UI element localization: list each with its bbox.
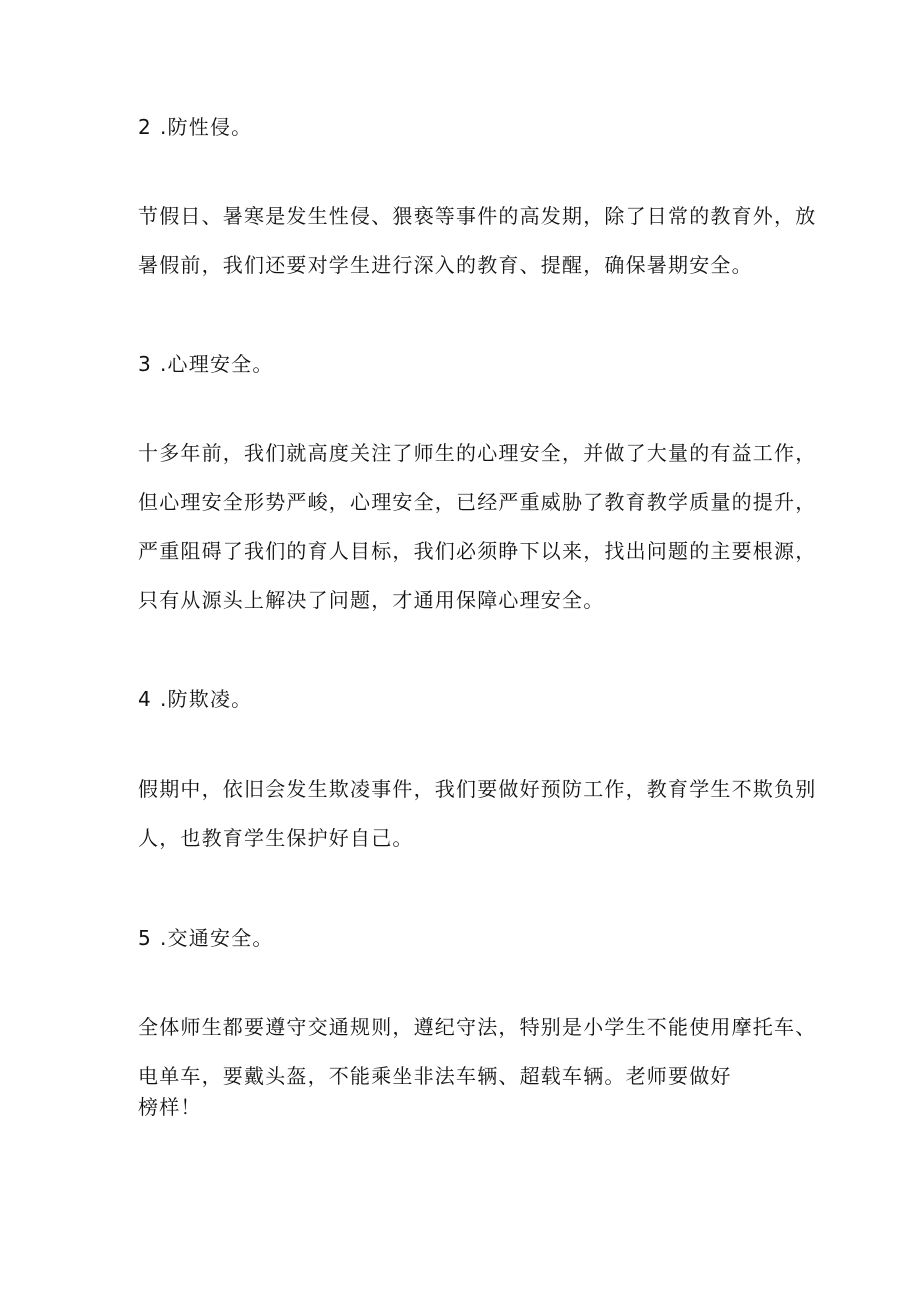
paragraph-line: 暑假前，我们还要对学生进行深入的教育、提醒，确保暑期安全。 (138, 253, 753, 277)
section-heading-3 (138, 352, 274, 376)
section-title: .防欺凌。 (160, 687, 253, 711)
section-number: 5 (138, 926, 151, 950)
paragraph-line: 全体师生都要遵守交通规则，遵纪守法，特别是小学生不能使用摩托车、 (138, 1015, 817, 1039)
paragraph-line: 节假日、暑寒是发生性侵、猥亵等事件的高发期，除了日常的教育外，放 (138, 204, 817, 228)
paragraph-line: 假期中，依旧会发生欺凌事件，我们要做好预防工作，教育学生不欺负别 (138, 777, 817, 801)
paragraph-line: 严重阻碍了我们的育人目标，我们必须睁下以来，找出问题的主要根源， (138, 539, 817, 563)
paragraph-line: 电单车，要戴头盔，不能乘坐非法车辆、超载车辆。老师要做好 (138, 1064, 732, 1088)
section-number: 3 (138, 352, 151, 376)
section-title: .心理安全。 (160, 352, 274, 376)
section-number: 4 (138, 687, 151, 711)
section-number: 2 (138, 115, 151, 139)
section-title: .防性侵。 (160, 115, 253, 139)
paragraph-line: 只有从源头上解决了问题，才通用保障心理安全。 (138, 588, 605, 612)
paragraph-line: 但心理安全形势严峻，心理安全，已经严重威胁了教育教学质量的提升， (138, 490, 817, 514)
section-heading-4 (138, 687, 252, 711)
paragraph-line: 榜样！ (138, 1095, 202, 1119)
section-heading-5 (138, 926, 274, 950)
paragraph-line: 人，也教育学生保护好自己。 (138, 826, 414, 850)
section-heading-2 (138, 115, 252, 139)
section-title: .交通安全。 (160, 926, 274, 950)
paragraph-line: 十多年前，我们就高度关注了师生的心理安全，并做了大量的有益工作， (138, 441, 817, 465)
